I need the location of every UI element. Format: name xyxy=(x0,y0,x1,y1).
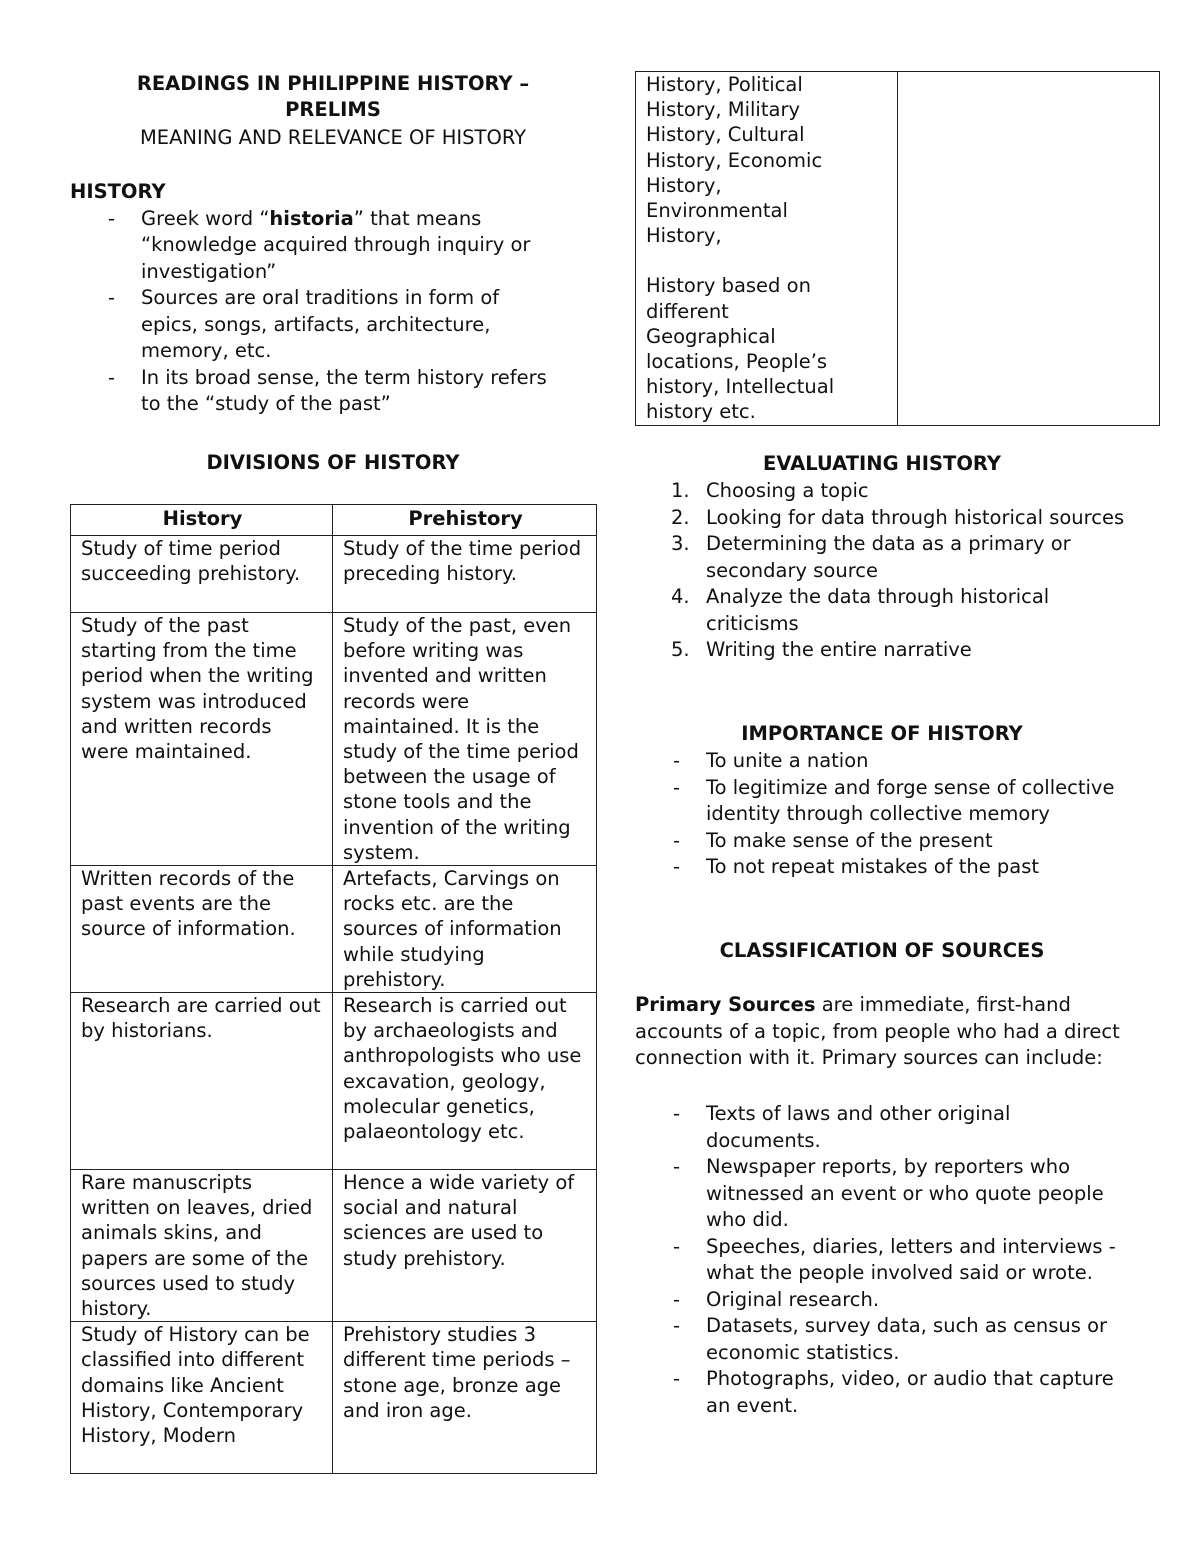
list-item: 2. Looking for data through historical sources xyxy=(671,505,1125,529)
divisions-table-continued xyxy=(635,71,1160,426)
list-item: 3. Determining the data as a primary or secondary source xyxy=(671,532,1071,582)
history-bullet-sources: - Sources are oral traditions in form of epics, songs, artifacts, architecture, memory, etc. xyxy=(70,285,560,365)
history-bullet-broad-sense: - In its broad sense, the term history refers to the “study of the past” xyxy=(70,365,560,418)
divisions-table xyxy=(70,504,597,1474)
primary-sources-term: Primary Sources xyxy=(635,993,816,1016)
divisions-table-wrapper xyxy=(70,504,596,1474)
list-item: - To make sense of the present xyxy=(635,828,1129,855)
list-item: 5. Writing the entire narrative xyxy=(671,638,972,661)
list-item: - To unite a nation xyxy=(635,748,1129,775)
list-item: 1. Choosing a topic xyxy=(671,479,869,502)
table-row xyxy=(71,613,597,866)
history-bullet-greek: - Greek word “historia” that means “knowledge acquired through inquiry or investigation” xyxy=(70,206,560,286)
list-item: - Datasets, survey data, such as census or economic statistics. xyxy=(635,1313,1129,1366)
primary-sources-list xyxy=(635,1101,1129,1419)
table-cell: Rare manuscripts written on leaves, dried animals skins, and papers are some of the sources used to study history. xyxy=(71,1170,333,1322)
list-item: - Photographs, video, or audio that capture an event. xyxy=(635,1366,1129,1419)
table-row xyxy=(71,1322,597,1474)
primary-sources-paragraph: Primary Sources are immediate, first-hand accounts of a topic, from people who had a direct connection with it. Primary sources can include: xyxy=(635,993,1120,1069)
table-row xyxy=(636,72,1160,426)
list-item: - To not repeat mistakes of the past xyxy=(635,854,1129,881)
evaluating-heading: EVALUATING HISTORY xyxy=(763,452,1001,475)
divisions-heading: DIVISIONS OF HISTORY xyxy=(206,451,460,474)
table-cell-empty xyxy=(898,72,1160,426)
col-header-prehistory: Prehistory xyxy=(333,505,597,536)
history-section xyxy=(70,179,596,418)
table-cell: Research is carried out by archaeologists and anthropologists who use excavation, geology, molecular genetics, palaeontology etc. xyxy=(333,993,597,1170)
table-cell: Hence a wide variety of social and natural sciences are used to study prehistory. xyxy=(333,1170,597,1322)
document-title-line2: PRELIMS xyxy=(285,98,381,121)
table-cell: Research are carried out by historians. xyxy=(71,993,333,1170)
classification-heading: CLASSIFICATION OF SOURCES xyxy=(719,939,1045,962)
table-row xyxy=(71,536,597,613)
table-row xyxy=(71,866,597,993)
history-bullets xyxy=(70,206,560,418)
table-cell: Study of time period succeeding prehistory. xyxy=(71,536,333,613)
list-item: - Newspaper reports, by reporters who witnessed an event or who quote people who did. xyxy=(635,1154,1129,1234)
table-cell: Study of the past, even before writing was invented and written records were maintained. It is the study of the time period between the usage of stone tools and the invention of the writing system. xyxy=(333,613,597,866)
list-item: - Original research. xyxy=(635,1287,1129,1314)
table-cell: Written records of the past events are the source of information. xyxy=(71,866,333,993)
document-subtitle: MEANING AND RELEVANCE OF HISTORY xyxy=(139,126,527,149)
continued-table-wrapper xyxy=(635,71,1159,426)
table-row xyxy=(71,1170,597,1322)
divisions-table-header xyxy=(71,505,597,536)
list-item: - Texts of laws and other original documents. xyxy=(635,1101,1129,1154)
list-item: - Speeches, diaries, letters and interviews - what the people involved said or wrote. xyxy=(635,1234,1129,1287)
importance-heading: IMPORTANCE OF HISTORY xyxy=(741,722,1023,745)
list-item: - To legitimize and forge sense of collective identity through collective memory xyxy=(635,775,1129,828)
document-title-line1: READINGS IN PHILIPPINE HISTORY – xyxy=(136,72,530,95)
importance-list xyxy=(635,748,1129,881)
table-cell: Study of the time period preceding history. xyxy=(333,536,597,613)
historia-term: historia xyxy=(269,206,354,230)
table-cell: Artefacts, Carvings on rocks etc. are the sources of information while studying prehistory. xyxy=(333,866,597,993)
table-cell: Prehistory studies 3 different time periods – stone age, bronze age and iron age. xyxy=(333,1322,597,1474)
col-header-history: History xyxy=(71,505,333,536)
table-cell: Study of the past starting from the time period when the writing system was introduced and written records were maintained. xyxy=(71,613,333,866)
evaluating-list xyxy=(635,478,1129,664)
table-cell: History, Political History, Military History, Cultural History, Economic History, Environmental History, History based on different Geographical locations, People’s history, Intellectual history etc. xyxy=(636,72,898,426)
table-row xyxy=(71,993,597,1170)
history-heading: HISTORY xyxy=(70,180,166,203)
table-cell: Study of History can be classified into different domains like Ancient History, Contemporary History, Modern xyxy=(71,1322,333,1474)
list-item: 4. Analyze the data through historical criticisms xyxy=(671,585,1050,635)
